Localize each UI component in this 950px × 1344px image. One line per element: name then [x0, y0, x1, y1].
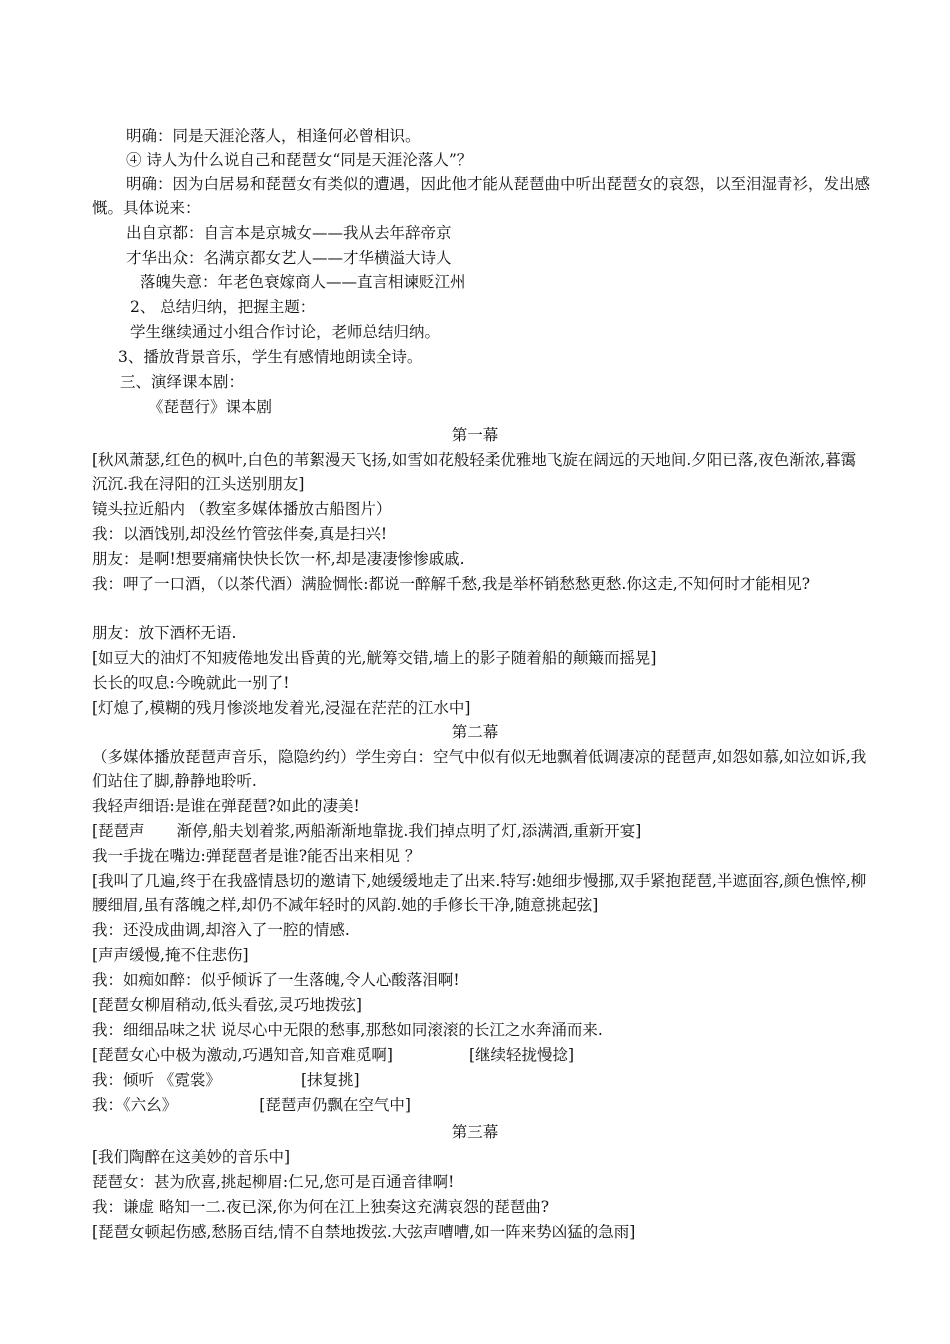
stage-direction: [我们陶醉在这美妙的音乐中] [92, 1148, 291, 1166]
stage-direction-part: [琵琶女心中极为激动,巧遇知音,知音难觅啊] [92, 1046, 393, 1064]
stage-direction-part: 渐停,船夫划着浆,两船渐渐地靠拢.我们掉点明了灯,添满酒,重新开宴] [176, 822, 642, 840]
dialogue-line: 我：还没成曲调,却溶入了一腔的情感. [92, 921, 350, 939]
dialogue-part: 我：《六幺》 [92, 1096, 178, 1114]
stage-direction: [秋风萧瑟,红色的枫叶,白色的苇絮漫天飞扬,如雪如花般轻柔优雅地飞旋在阔远的天地间.夕阳已落,夜色渐浓,暮霭沉沉.我在浔阳的江头送别朋友] [92, 451, 857, 493]
paragraph: 出自京都：自言本是京城女——我从去年辞帝京 [126, 224, 452, 242]
dialogue-line: 我轻声细语:是谁在弹琵琶?如此的凄美! [92, 797, 360, 815]
dialogue-line: 我：谦虚 略知一二.夜已深,你为何在江上独奏这充满哀怨的琵琶曲? [92, 1198, 550, 1216]
dialogue-line: 琵琶女：甚为欣喜,挑起柳眉:仁兄,您可是百通音律啊! [92, 1173, 455, 1191]
stage-direction-part: [琵琶声 [92, 822, 145, 840]
stage-direction-part: [抹复挑] [300, 1071, 360, 1089]
section-heading: 3、播放背景音乐，学生有感情地朗读全诗。 [118, 348, 423, 366]
section-heading: 2、 总结归纳，把握主题： [130, 298, 316, 316]
stage-direction-part: [继续轻拢慢捻] [468, 1046, 575, 1064]
stage-direction [92, 1043, 870, 1067]
act-title: 第一幕 [451, 426, 499, 444]
dialogue-part: 我：倾听 《霓裳》 [92, 1071, 221, 1089]
paragraph: 明确：因为白居易和琵琶女有类似的遭遇，因此他才能从琵琶曲中听出琵琶女的哀怨，以至泪湿青衫，发出感慨。具体说来： [92, 175, 870, 217]
paragraph: 明确：同是天涯沦落人，相逢何必曾相识。 [126, 127, 421, 145]
dialogue-line: 朋友：放下酒杯无语. [92, 624, 237, 642]
stage-direction: [琵琶女柳眉稍动,低头看弦,灵巧地拨弦] [92, 996, 362, 1014]
paragraph: 落魄失意：年老色衰嫁商人——直言相谏贬江州 [140, 273, 466, 291]
script-line: 镜头拉近船内 （教室多媒体播放古船图片） [92, 500, 392, 518]
stage-direction: [如豆大的油灯不知疲倦地发出昏黄的光,觥筹交错,墙上的影子随着船的颠簸而摇晃] [92, 649, 657, 667]
act-title: 第二幕 [451, 723, 499, 741]
dialogue-line: 我一手拢在嘴边:弹琵琶者是谁?能否出来相见 ？ [92, 847, 421, 865]
dialogue-line: 我：细细品味之状 说尽心中无限的愁事,那愁如同滚滚的长江之水奔涌而来. [92, 1021, 603, 1039]
dialogue-line: 我：以酒饯别,却没丝竹管弦伴奏,真是扫兴! [92, 525, 388, 543]
stage-direction: [声声缓慢,掩不住悲伤] [92, 946, 249, 964]
play-title: 《琵琶行》课本剧 [148, 398, 273, 416]
dialogue-line: 我：呷了一口酒，（以茶代酒）满脸惆怅:都说一醉解千愁,我是举杯销愁愁更愁.你这走,不知何时才能相见? [92, 575, 811, 593]
act-title: 第三幕 [451, 1123, 499, 1141]
dialogue-line: 长长的叹息:今晚就此一别了! [92, 674, 290, 692]
dialogue-line [92, 1093, 870, 1117]
paragraph: 才华出众：名满京都女艺人——才华横溢大诗人 [126, 249, 452, 267]
stage-direction [92, 819, 870, 843]
narration: （多媒体播放琵琶声音乐，隐隐约约）学生旁白：空气中似有似无地飘着低调凄凉的琵琶声,如怨如慕,如泣如诉,我们站住了脚,静静地聆听. [92, 748, 867, 790]
dialogue-line [92, 1068, 870, 1092]
section-heading: 三、演绎课本剧： [120, 373, 245, 391]
dialogue-line: 朋友：是啊!想要痛痛快快长饮一杯,却是凄凄惨惨戚戚. [92, 550, 465, 568]
stage-direction: [灯熄了,模糊的残月惨淡地发着光,浸湿在茫茫的江水中] [92, 699, 471, 717]
dialogue-line: 我：如痴如醉：似乎倾诉了一生落魄,令人心酸落泪啊! [92, 971, 460, 989]
stage-direction: [琵琶女顿起伤感,愁肠百结,情不自禁地拨弦.大弦声嘈嘈,如一阵来势凶猛的急雨] [92, 1223, 636, 1241]
stage-direction: [我叫了几遍,终于在我盛情恳切的邀请下,她缓缓地走了出来.特写:她细步慢挪,双手紧抱琵琶,半遮面容,颜色憔悴,柳腰细眉,虽有落魄之样,却仍不减年轻时的风韵.她的手修长干净,随意挑起弦] [92, 872, 867, 914]
stage-direction-part: [琵琶声仍飘在空气中] [259, 1096, 411, 1114]
paragraph: 学生继续通过小组合作讨论，老师总结归纳。 [130, 323, 441, 341]
question-heading: ④ 诗人为什么说自己和琵琶女“同是天涯沦落人”？ [126, 151, 473, 169]
